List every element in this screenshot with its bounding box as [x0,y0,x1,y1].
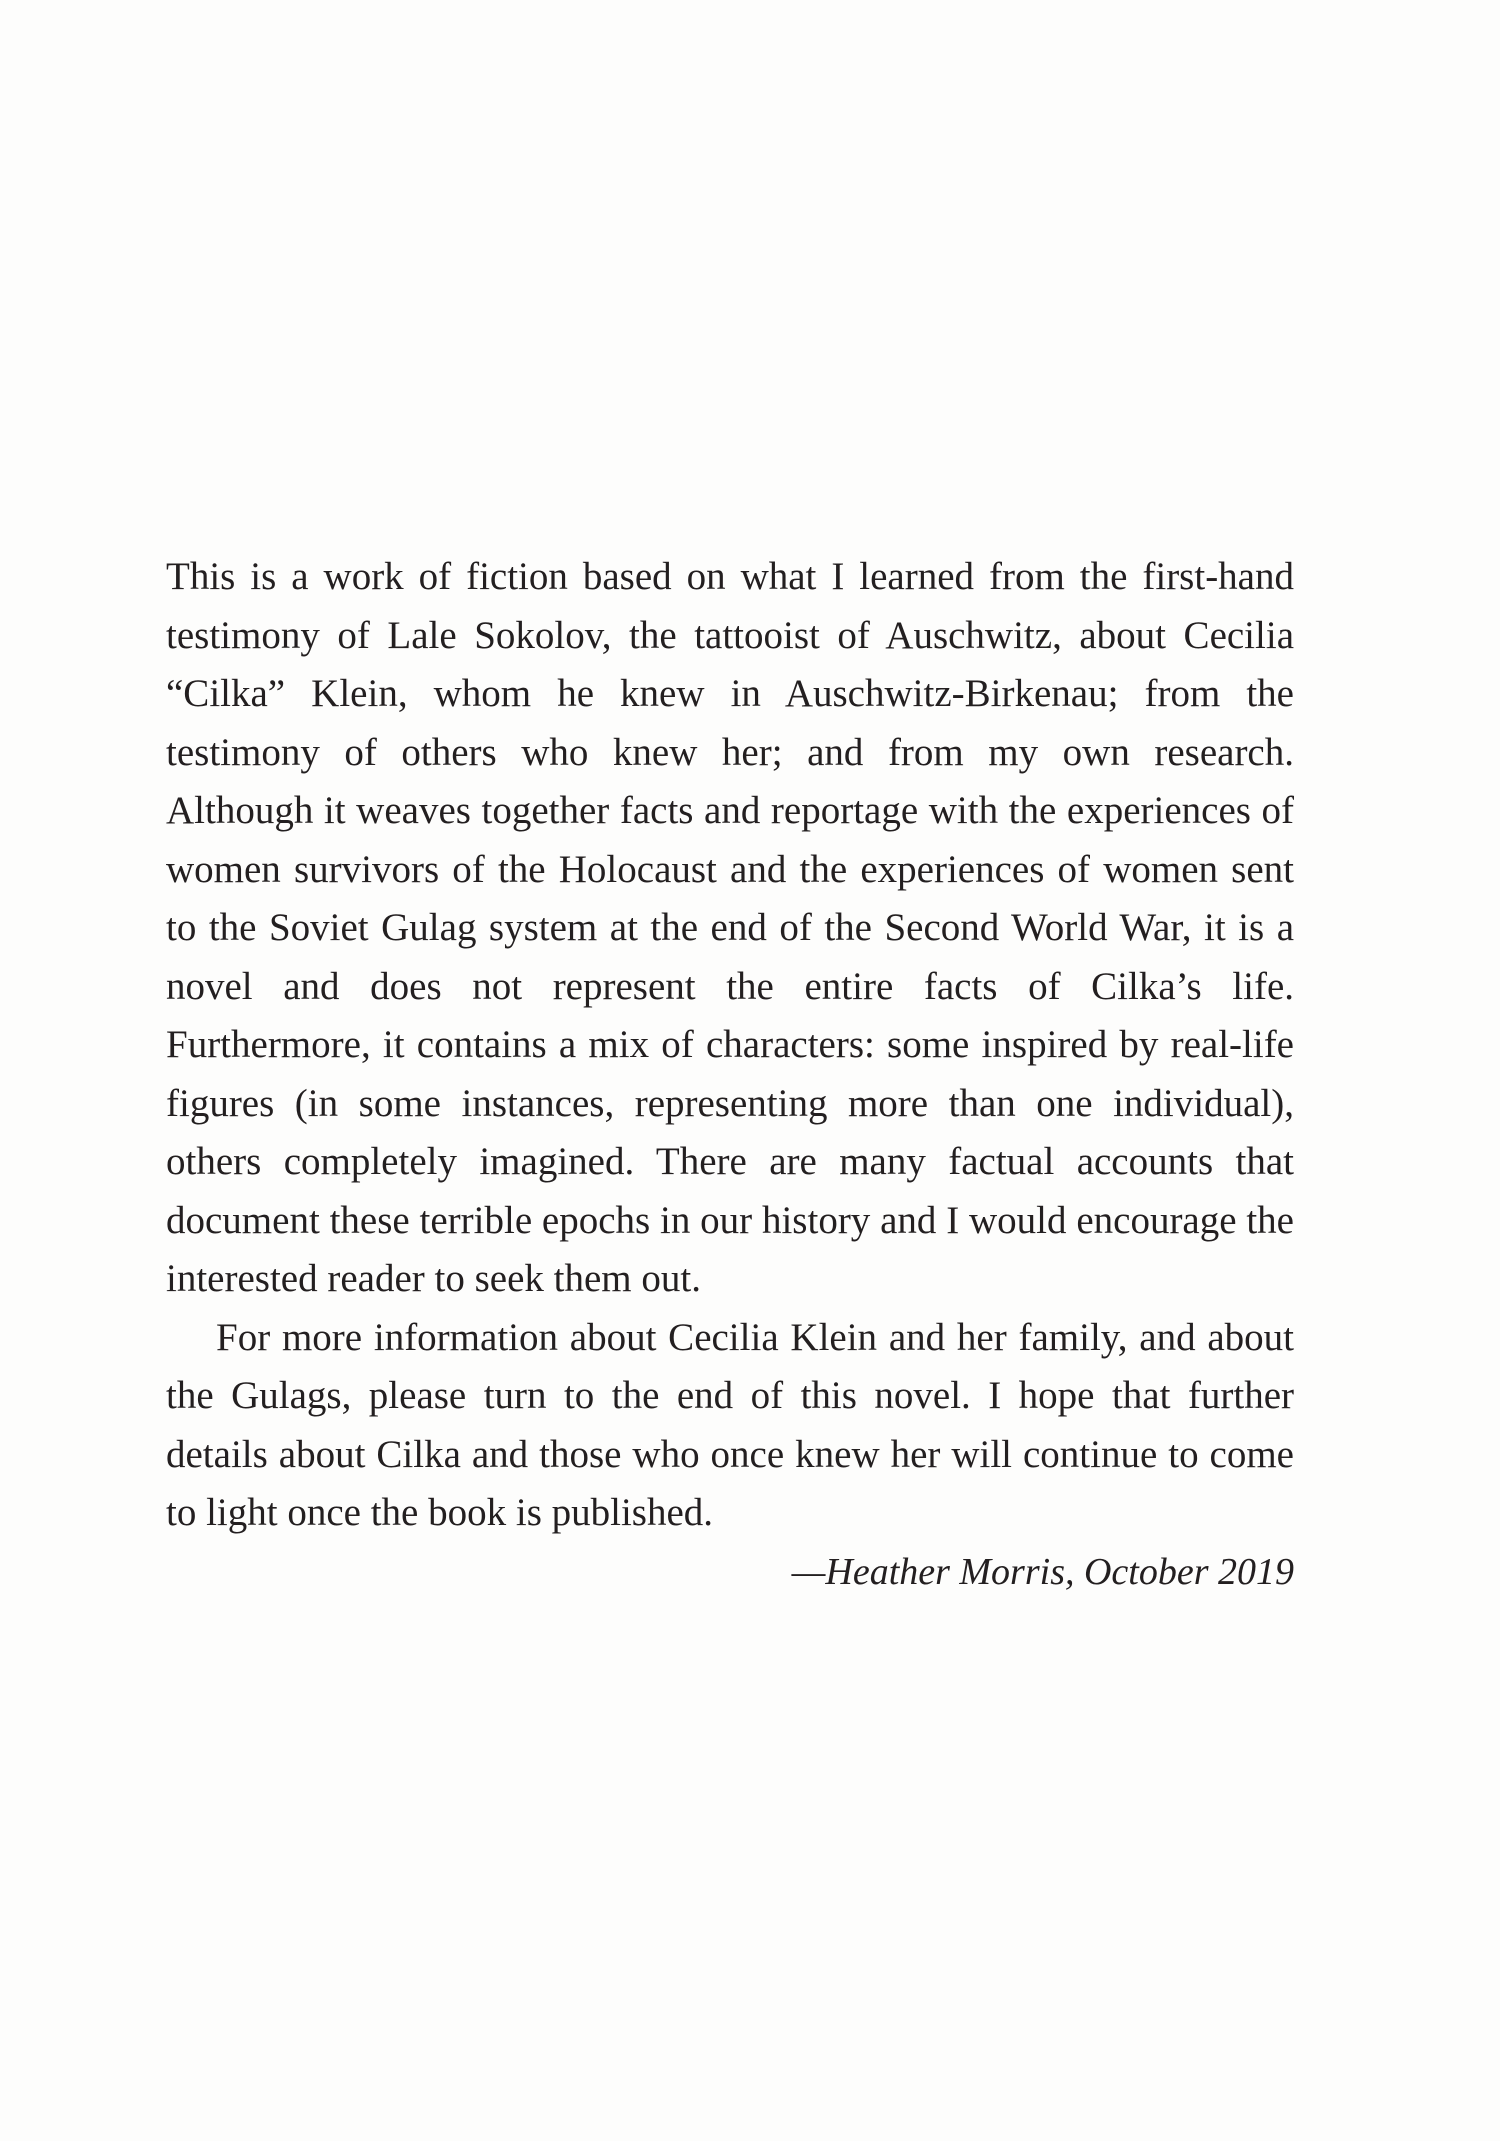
authors-note [166,548,1294,1601]
author-signature: —Heather Morris, October 2019 [791,1550,1294,1593]
note-paragraph-1: This is a work of fiction based on what I learned from the first-hand testimony of Lale Sokolov, the tattooist of Auschwitz, about Cecilia “Cilka” Klein, whom he knew in Auschwitz-Birkenau; from the testimony of others who knew her; and from my own research. Although it weaves together facts and reportage with the experiences of women survivors of the Holocaust and the experiences of women sent to the Soviet Gulag system at the end of the Second World War, it is a novel and does not represent the entire facts of Cilka’s life. Furthermore, it contains a mix of characters: some inspired by real-life figures (in some instances, representing more than one individual), others completely imagined. There are many factual accounts that document these terrible epochs in our history and I would encourage the interested reader to seek them out. [166,555,1294,1300]
note-paragraph-2: For more information about Cecilia Klein and her family, and about the Gulags, please turn to the end of this novel. I hope that further details about Cilka and those who once knew her will continue to come to light once the book is published. [166,1315,1294,1534]
